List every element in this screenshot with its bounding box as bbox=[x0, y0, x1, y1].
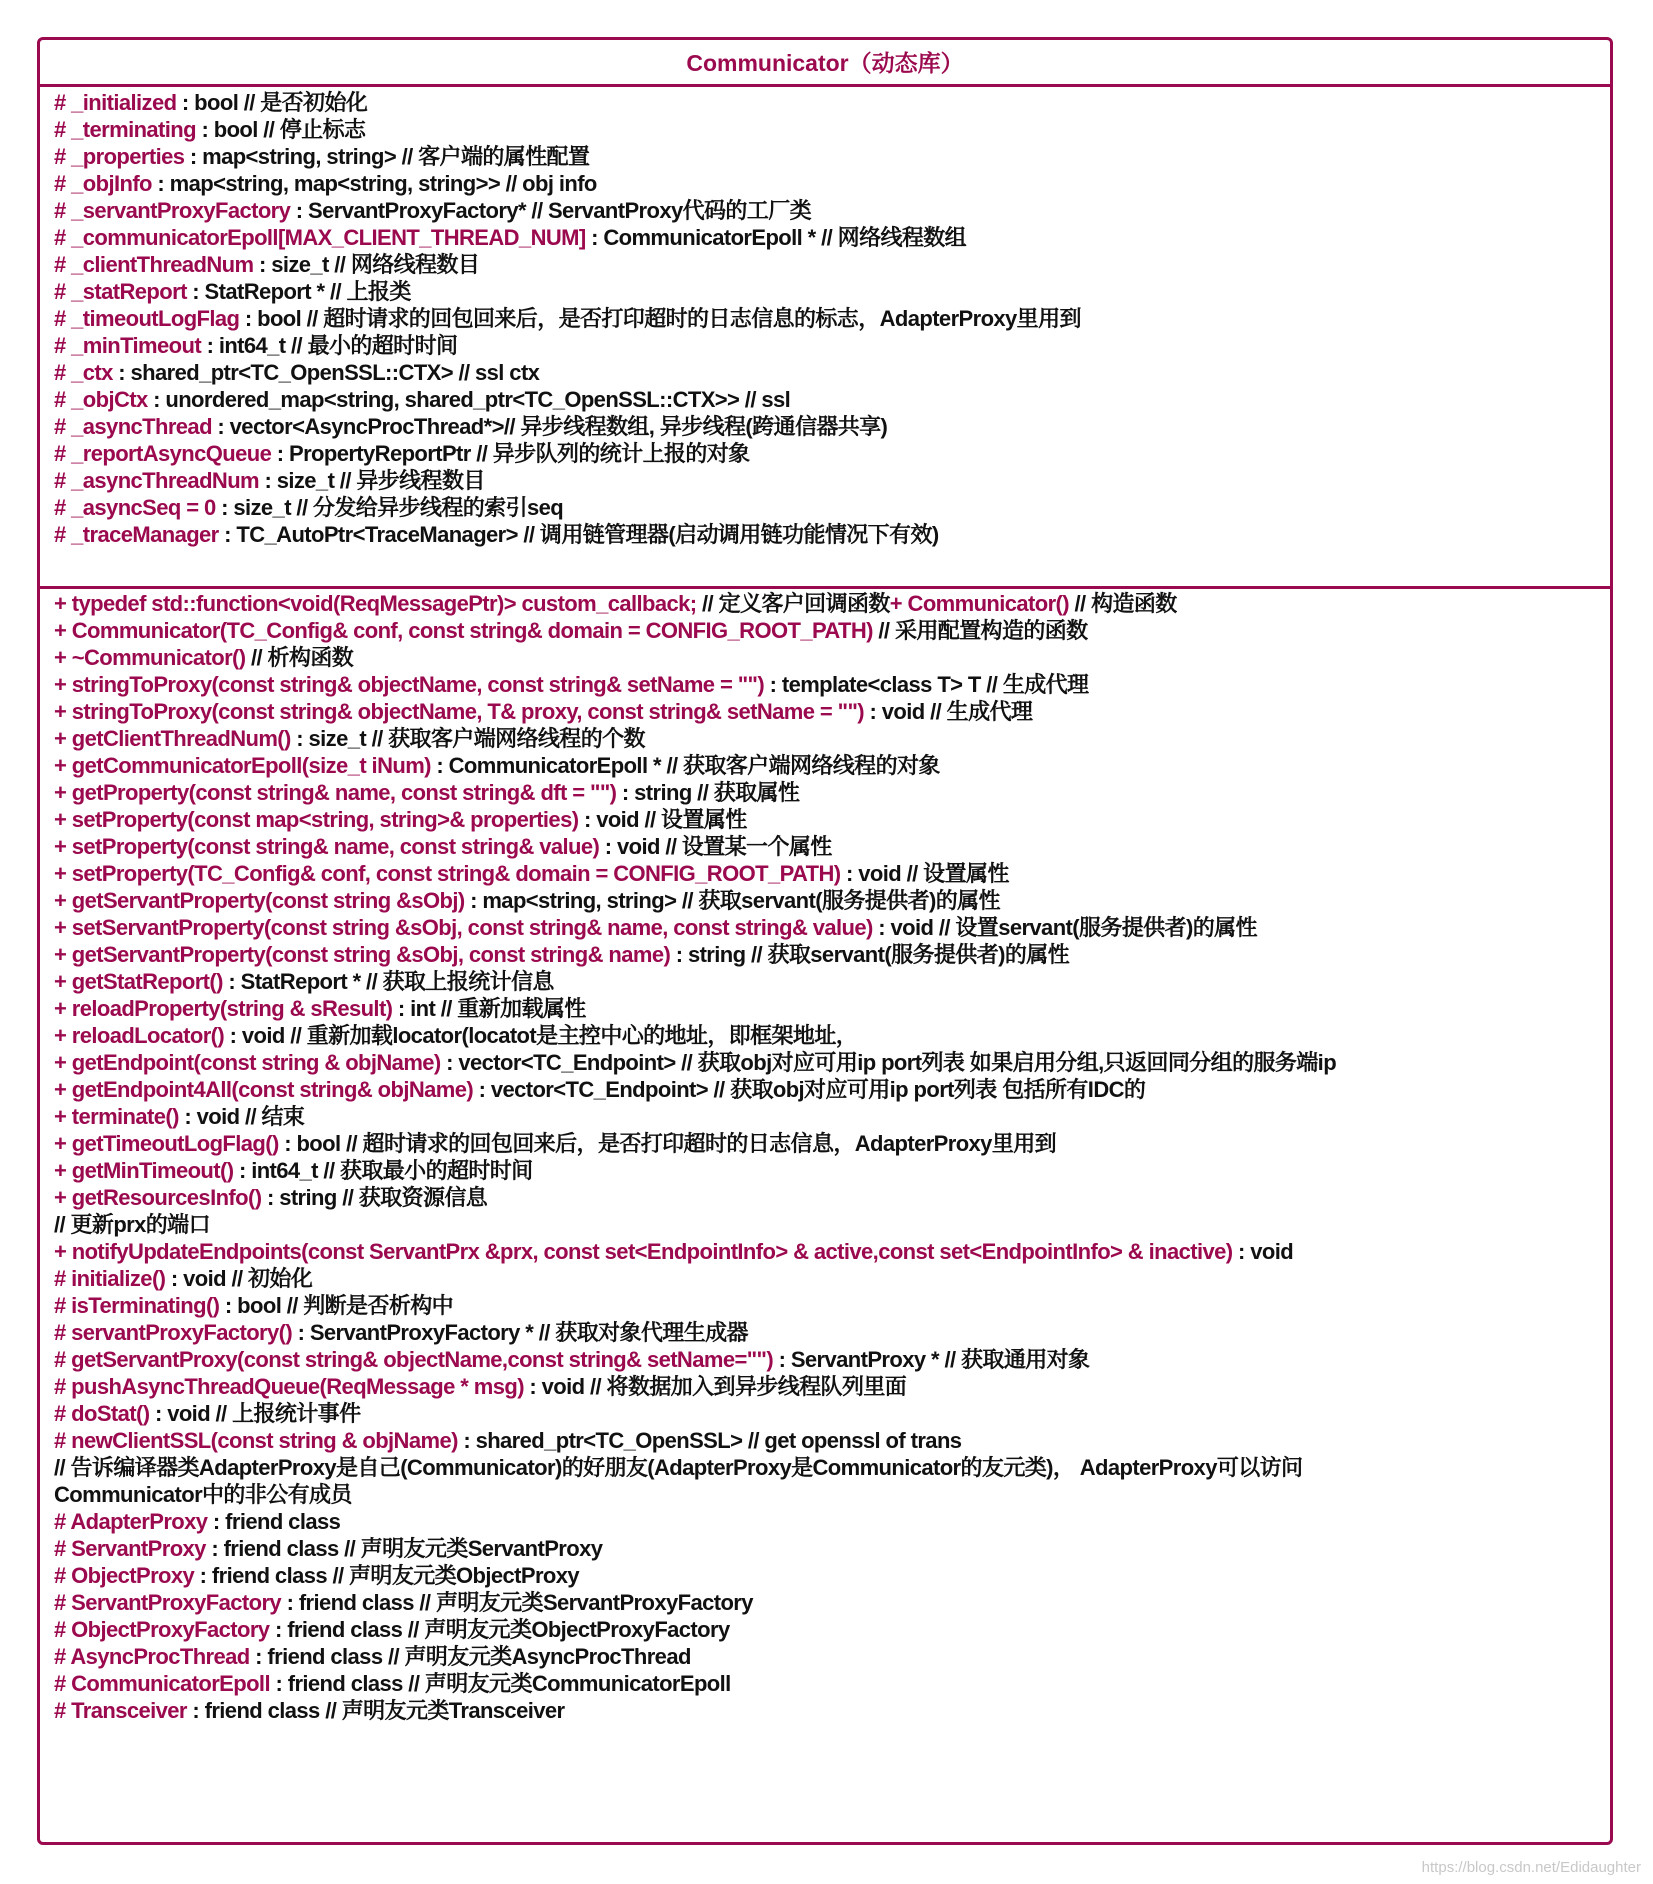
member-detail: : shared_ptr<TC_OpenSSL::CTX> // ssl ctx bbox=[112, 360, 540, 385]
method-row bbox=[40, 1427, 1610, 1454]
attribute-row bbox=[40, 521, 1610, 548]
method-row bbox=[40, 1076, 1610, 1103]
member-name: + typedef std::function<void(ReqMessagePtr)> custom_callback; bbox=[54, 591, 697, 616]
method-row bbox=[40, 1508, 1610, 1535]
member-name: + Communicator() bbox=[889, 591, 1070, 616]
member-detail: : bool // 超时请求的回包回来后，是否打印超时的日志信息，AdapterProxy里用到 bbox=[278, 1131, 1057, 1156]
member-detail: : void // 重新加载locator(locatot是主控中心的地址，即框架地址， bbox=[224, 1023, 858, 1048]
member-detail: : bool // 判断是否析构中 bbox=[219, 1293, 454, 1318]
member-detail: // 构造函数 bbox=[1069, 591, 1177, 616]
member-name: + getCommunicatorEpoll(size_t iNum) bbox=[54, 753, 431, 778]
method-row bbox=[40, 1184, 1610, 1211]
member-name: # newClientSSL(const string & objName) bbox=[54, 1428, 458, 1453]
member-detail: : int64_t // 获取最小的超时时间 bbox=[233, 1158, 533, 1183]
member-detail: // 析构函数 bbox=[245, 645, 354, 670]
member-name: + getResourcesInfo() bbox=[54, 1185, 262, 1210]
attribute-row bbox=[40, 143, 1610, 170]
member-detail: : friend class // 声明友元类ObjectProxy bbox=[194, 1563, 580, 1588]
member-name: + setProperty(const string& name, const string& value) bbox=[54, 834, 600, 859]
member-detail: : CommunicatorEpoll * // 获取客户端网络线程的对象 bbox=[430, 753, 940, 778]
attribute-row bbox=[40, 332, 1610, 359]
method-row bbox=[40, 644, 1610, 671]
member-detail: : friend class // 声明友元类Transceiver bbox=[186, 1698, 565, 1723]
member-detail: : int64_t // 最小的超时时间 bbox=[201, 333, 458, 358]
method-row bbox=[40, 887, 1610, 914]
attribute-row bbox=[40, 170, 1610, 197]
method-row bbox=[40, 1562, 1610, 1589]
member-name: # pushAsyncThreadQueue(ReqMessage * msg) bbox=[54, 1374, 524, 1399]
methods-section bbox=[40, 589, 1610, 1724]
member-detail: : friend class // 声明友元类ServantProxy bbox=[205, 1536, 603, 1561]
member-detail: : void // 设置servant(服务提供者)的属性 bbox=[872, 915, 1257, 940]
member-detail: : void // 设置属性 bbox=[840, 861, 1009, 886]
method-row bbox=[40, 1022, 1610, 1049]
member-detail: : string // 获取资源信息 bbox=[261, 1185, 488, 1210]
member-detail: : friend class // 声明友元类AsyncProcThread bbox=[249, 1644, 691, 1669]
member-detail: Communicator中的非公有成员 bbox=[54, 1482, 352, 1507]
attribute-row bbox=[40, 89, 1610, 116]
member-detail: : vector<TC_Endpoint> // 获取obj对应可用ip port列表 包括所有IDC的 bbox=[473, 1077, 1146, 1102]
member-name: # _reportAsyncQueue bbox=[54, 441, 272, 466]
method-row bbox=[40, 1292, 1610, 1319]
member-name: # AsyncProcThread bbox=[54, 1644, 250, 1669]
member-name: + stringToProxy(const string& objectName, const string& setName = "") bbox=[54, 672, 765, 697]
member-name: + getServantProperty(const string &sObj, const string& name) bbox=[54, 942, 671, 967]
attribute-row bbox=[40, 467, 1610, 494]
method-row bbox=[40, 1589, 1610, 1616]
method-row bbox=[40, 1697, 1610, 1724]
method-row bbox=[40, 1670, 1610, 1697]
attributes-section bbox=[40, 87, 1610, 589]
member-detail: : bool // 超时请求的回包回来后，是否打印超时的日志信息的标志，AdapterProxy里用到 bbox=[239, 306, 1081, 331]
method-row bbox=[40, 1373, 1610, 1400]
method-row bbox=[40, 1616, 1610, 1643]
member-detail: : template<class T> T // 生成代理 bbox=[764, 672, 1089, 697]
member-detail: : void // 生成代理 bbox=[864, 699, 1033, 724]
method-row bbox=[40, 806, 1610, 833]
member-name: + setProperty(TC_Config& conf, const string& domain = CONFIG_ROOT_PATH) bbox=[54, 861, 841, 886]
method-row bbox=[40, 1157, 1610, 1184]
method-row bbox=[40, 1481, 1610, 1508]
method-row bbox=[40, 1211, 1610, 1238]
method-row bbox=[40, 752, 1610, 779]
member-name: # _properties bbox=[54, 144, 185, 169]
member-detail: : TC_AutoPtr<TraceManager> // 调用链管理器(启动调用链功能情况下有效) bbox=[218, 522, 939, 547]
member-detail: : string // 获取servant(服务提供者)的属性 bbox=[670, 942, 1070, 967]
method-row bbox=[40, 1049, 1610, 1076]
member-detail: : friend class bbox=[207, 1509, 341, 1534]
method-row bbox=[40, 1103, 1610, 1130]
member-name: # _objInfo bbox=[54, 171, 152, 196]
member-name: # _initialized bbox=[54, 90, 177, 115]
member-name: + reloadLocator() bbox=[54, 1023, 225, 1048]
method-row bbox=[40, 1319, 1610, 1346]
member-name: + getTimeoutLogFlag() bbox=[54, 1131, 279, 1156]
member-name: + getServantProperty(const string &sObj) bbox=[54, 888, 465, 913]
member-detail: // 定义客户回调函数 bbox=[696, 591, 890, 616]
member-detail: : ServantProxyFactory* // ServantProxy代码的工厂类 bbox=[290, 198, 812, 223]
member-name: # _asyncThreadNum bbox=[54, 468, 259, 493]
member-name: + setServantProperty(const string &sObj, const string& name, const string& value) bbox=[54, 915, 873, 940]
member-detail: : friend class // 声明友元类CommunicatorEpoll bbox=[269, 1671, 731, 1696]
member-name: + getClientThreadNum() bbox=[54, 726, 291, 751]
member-name: + Communicator(TC_Config& conf, const string& domain = CONFIG_ROOT_PATH) bbox=[54, 618, 873, 643]
attribute-row bbox=[40, 197, 1610, 224]
attribute-row bbox=[40, 251, 1610, 278]
member-name: # Transceiver bbox=[54, 1698, 187, 1723]
member-name: # isTerminating() bbox=[54, 1293, 220, 1318]
attribute-row bbox=[40, 305, 1610, 332]
member-detail: : void // 设置属性 bbox=[578, 807, 747, 832]
method-row bbox=[40, 617, 1610, 644]
member-detail: : void // 初始化 bbox=[165, 1266, 313, 1291]
member-detail: : StatReport * // 获取上报统计信息 bbox=[222, 969, 554, 994]
member-name: # initialize() bbox=[54, 1266, 166, 1291]
member-detail: : ServantProxyFactory * // 获取对象代理生成器 bbox=[292, 1320, 748, 1345]
method-row bbox=[40, 590, 1610, 617]
member-name: + getMinTimeout() bbox=[54, 1158, 234, 1183]
attribute-row bbox=[40, 359, 1610, 386]
member-name: # ObjectProxy bbox=[54, 1563, 195, 1588]
method-row bbox=[40, 860, 1610, 887]
member-name: # _asyncSeq = 0 bbox=[54, 495, 216, 520]
watermark: https://blog.csdn.net/Edidaughter bbox=[1421, 1859, 1641, 1876]
method-row bbox=[40, 1346, 1610, 1373]
member-name: + notifyUpdateEndpoints(const ServantPrx &prx, const set<EndpointInfo> & active,const set<EndpointInfo> & inactive) bbox=[54, 1239, 1233, 1264]
member-name: # _statReport bbox=[54, 279, 187, 304]
attribute-row bbox=[40, 494, 1610, 521]
method-row bbox=[40, 671, 1610, 698]
member-detail: : string // 获取属性 bbox=[616, 780, 800, 805]
attribute-row bbox=[40, 278, 1610, 305]
member-detail: : size_t // 异步线程数目 bbox=[259, 468, 485, 493]
member-name: + setProperty(const map<string, string>& properties) bbox=[54, 807, 579, 832]
method-row bbox=[40, 968, 1610, 995]
member-name: # _ctx bbox=[54, 360, 113, 385]
method-row bbox=[40, 698, 1610, 725]
member-name: # _minTimeout bbox=[54, 333, 202, 358]
member-detail: : bool // 是否初始化 bbox=[176, 90, 368, 115]
member-name: # AdapterProxy bbox=[54, 1509, 208, 1534]
uml-class-box bbox=[37, 37, 1613, 1845]
member-name: + ~Communicator() bbox=[54, 645, 246, 670]
member-name: # doStat() bbox=[54, 1401, 150, 1426]
member-detail: : void // 将数据加入到异步线程队列里面 bbox=[523, 1374, 907, 1399]
member-name: + reloadProperty(string & sResult) bbox=[54, 996, 393, 1021]
member-name: # _asyncThread bbox=[54, 414, 212, 439]
member-name: # _servantProxyFactory bbox=[54, 198, 291, 223]
attribute-row bbox=[40, 116, 1610, 143]
member-detail: : CommunicatorEpoll * // 网络线程数组 bbox=[585, 225, 967, 250]
method-row bbox=[40, 1400, 1610, 1427]
member-detail: : void // 上报统计事件 bbox=[149, 1401, 361, 1426]
member-detail: : map<string, string> // 客户端的属性配置 bbox=[184, 144, 590, 169]
method-row bbox=[40, 725, 1610, 752]
attribute-row bbox=[40, 440, 1610, 467]
member-name: # servantProxyFactory() bbox=[54, 1320, 293, 1345]
member-detail: : vector<AsyncProcThread*>// 异步线程数组, 异步线程(跨通信器共享) bbox=[211, 414, 888, 439]
member-detail: : map<string, string> // 获取servant(服务提供者)的属性 bbox=[464, 888, 1000, 913]
member-name: # ObjectProxyFactory bbox=[54, 1617, 270, 1642]
method-row bbox=[40, 1265, 1610, 1292]
member-name: # ServantProxy bbox=[54, 1536, 206, 1561]
member-detail: : int // 重新加载属性 bbox=[392, 996, 586, 1021]
method-row bbox=[40, 941, 1610, 968]
member-detail: : friend class // 声明友元类ServantProxyFactory bbox=[281, 1590, 753, 1615]
member-name: + getStatReport() bbox=[54, 969, 223, 994]
member-name: + getEndpoint(const string & objName) bbox=[54, 1050, 441, 1075]
method-row bbox=[40, 833, 1610, 860]
member-name: # _communicatorEpoll[MAX_CLIENT_THREAD_NUM] bbox=[54, 225, 586, 250]
member-detail: : void bbox=[1232, 1239, 1294, 1264]
member-detail: : size_t // 网络线程数目 bbox=[253, 252, 480, 277]
member-detail: : StatReport * // 上报类 bbox=[186, 279, 411, 304]
member-name: # getServantProxy(const string& objectName,const string& setName="") bbox=[54, 1347, 774, 1372]
member-detail: : ServantProxy * // 获取通用对象 bbox=[773, 1347, 1090, 1372]
method-row bbox=[40, 914, 1610, 941]
member-detail: : PropertyReportPtr // 异步队列的统计上报的对象 bbox=[271, 441, 750, 466]
member-name: + getEndpoint4All(const string& objName) bbox=[54, 1077, 474, 1102]
member-name: # _clientThreadNum bbox=[54, 252, 254, 277]
method-row bbox=[40, 779, 1610, 806]
method-row bbox=[40, 1643, 1610, 1670]
member-name: # _timeoutLogFlag bbox=[54, 306, 240, 331]
member-detail: : size_t // 获取客户端网络线程的个数 bbox=[290, 726, 645, 751]
member-detail: : map<string, map<string, string>> // obj info bbox=[151, 171, 597, 196]
member-detail: : vector<TC_Endpoint> // 获取obj对应可用ip port列表 如果启用分组,只返回同分组的服务端ip bbox=[440, 1050, 1337, 1075]
member-name: + terminate() bbox=[54, 1104, 179, 1129]
method-row bbox=[40, 1535, 1610, 1562]
member-detail: : void // 设置某一个属性 bbox=[599, 834, 832, 859]
member-detail: : void // 结束 bbox=[178, 1104, 305, 1129]
member-name: + stringToProxy(const string& objectName, T& proxy, const string& setName = "") bbox=[54, 699, 865, 724]
attribute-row bbox=[40, 413, 1610, 440]
attribute-row bbox=[40, 386, 1610, 413]
member-name: # _terminating bbox=[54, 117, 196, 142]
member-detail: : size_t // 分发给异步线程的索引seq bbox=[215, 495, 564, 520]
member-name: # _objCtx bbox=[54, 387, 148, 412]
method-row bbox=[40, 1454, 1610, 1481]
member-name: # _traceManager bbox=[54, 522, 219, 547]
attribute-row bbox=[40, 224, 1610, 251]
member-detail: : shared_ptr<TC_OpenSSL> // get openssl of trans bbox=[457, 1428, 962, 1453]
method-row bbox=[40, 995, 1610, 1022]
member-name: + getProperty(const string& name, const string& dft = "") bbox=[54, 780, 617, 805]
member-name: # CommunicatorEpoll bbox=[54, 1671, 270, 1696]
member-detail: : unordered_map<string, shared_ptr<TC_OpenSSL::CTX>> // ssl bbox=[147, 387, 791, 412]
member-detail: : bool // 停止标志 bbox=[195, 117, 366, 142]
class-title: Communicator（动态库） bbox=[40, 40, 1610, 87]
member-detail: : friend class // 声明友元类ObjectProxyFactory bbox=[269, 1617, 730, 1642]
member-detail: // 更新prx的端口 bbox=[54, 1212, 210, 1237]
member-detail: // 告诉编译器类AdapterProxy是自己(Communicator)的好朋友(AdapterProxy是Communicator的友元类)， AdapterProxy可以访问 bbox=[54, 1455, 1303, 1480]
member-name: # ServantProxyFactory bbox=[54, 1590, 282, 1615]
member-detail: // 采用配置构造的函数 bbox=[872, 618, 1088, 643]
method-row bbox=[40, 1238, 1610, 1265]
method-row bbox=[40, 1130, 1610, 1157]
